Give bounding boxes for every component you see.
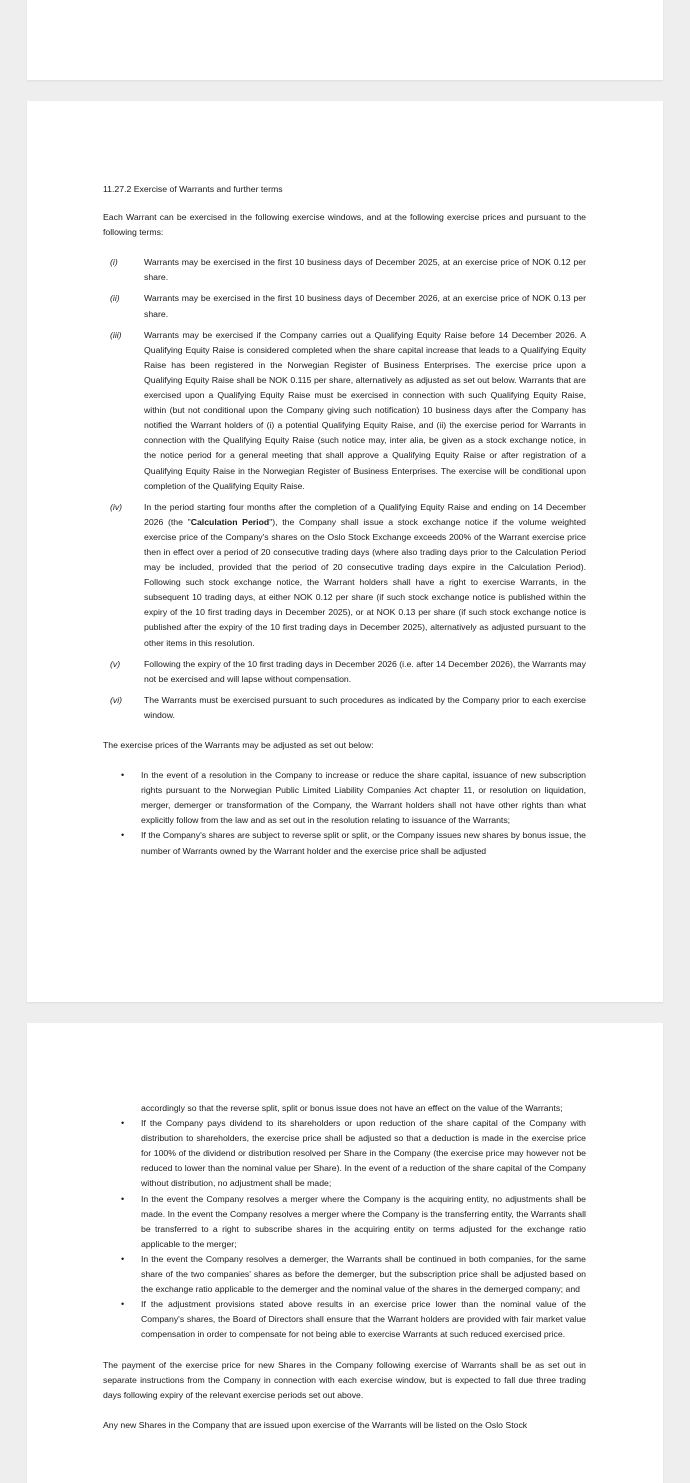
item-label: (ii): [110, 293, 120, 304]
page-3-content: [103, 1101, 586, 1448]
list-item: [103, 328, 586, 494]
bullet-item: [103, 828, 586, 858]
adjustment-intro: The exercise prices of the Warrants may be adjusted as set out below:: [103, 740, 374, 750]
bullet-text: If the Company pays dividend to its shareholders or upon reduction of the share capital of the Company with distribution to shareholders, the exercise price shall be adjusted so that a deduction is made in the exercise price for 100% of the dividend or distribution resolved per Share in the Company (the exercise price may however not be reduced to lower than the nominal value per Share). In the event of a reduction of the share capital of the Company without distribution, no adjustment shall be made;: [141, 1118, 586, 1189]
page-2: [27, 101, 663, 1002]
bullet-continuation: accordingly so that the reverse split, split or bonus issue does not have an effect on the value of the Warrants;: [141, 1103, 563, 1113]
adjustment-bullets: [103, 768, 586, 859]
bullet-item: [103, 1192, 586, 1252]
page-1-bottom: [27, 0, 663, 80]
list-item: [103, 291, 586, 321]
bullet-text: In the event the Company resolves a demerger, the Warrants shall be continued in both companies, for the same share of the two companies' shares as before the demerger, but the subscription price shall be adjusted based on the exchange ratio applicable to the demerger and the nominal value of the shares in the demerged company; and: [141, 1253, 586, 1295]
item-label: (iii): [110, 329, 122, 340]
listing-paragraph: Any new Shares in the Company that are issued upon exercise of the Warrants will be listed on the Oslo Stock: [103, 1419, 528, 1430]
item-label: (vi): [110, 694, 123, 705]
item-label: (i): [110, 257, 118, 268]
bullet-icon: •: [121, 1118, 125, 1129]
page-2-content: [103, 182, 586, 874]
bullet-icon: •: [121, 1253, 125, 1264]
item-text-after: "), the Company shall issue a stock exchange notice if the volume weighted exercise price of the Company's shares on the Oslo Stock Exchange exceeds 200% of the Warrant exercise price then in effect over a period of 20 consecutive trading days (where also trading days prior to the Calculation Period may be included, provided that the period of 20 consecutive trading days expire in the Calculation Period). Following such stock exchange notice, the Warrant holders shall have a right to exercise Warrants, in the subsequent 10 trading days, at either NOK 0.12 per share (if such stock exchange notice is published within the expiry of the 10 first trading days in December 2025), or at NOK 0.13 per share (if such stock exchange notice is published after the expiry of the 10 first trading days in December 2025), alternatively as adjusted pursuant to the other items in this resolution.: [144, 516, 586, 648]
page-3: [27, 1023, 663, 1483]
exercise-windows-list: [103, 255, 586, 723]
item-text: Following the expiry of the 10 first trading days in December 2026 (i.e. after 14 December 2026), the Warrants may not be exercised and will lapse without compensation.: [144, 658, 586, 684]
bullet-item: [103, 768, 586, 828]
list-item: [103, 657, 586, 687]
bullet-text: If the adjustment provisions stated above results in an exercise price lower than the nominal value of the Company's shares, the Board of Directors shall ensure that the Warrant holders are provided with fair market value compensation in order to compensate for not being able to exercise Warrants at such reduced exercised price.: [141, 1299, 586, 1340]
intro-paragraph: Each Warrant can be exercised in the following exercise windows, and at the following exercise prices and pursuant to the following terms:: [103, 212, 586, 238]
list-item: [103, 255, 586, 285]
defined-term: Calculation Period: [190, 516, 270, 527]
bullet-icon: •: [121, 770, 125, 781]
bullet-text: In the event of a resolution in the Company to increase or reduce the share capital, issuance of new subscription rights pursuant to the Norwegian Public Limited Liability Companies Act chapter 11, or resolution on liquidation, merger, demerger or transformation of the Company, the Warrant holders shall not have other rights than what explicitly follow from the law and as set out in the resolution relating to issuance of the Warrants;: [141, 770, 586, 826]
bullet-item: [103, 1297, 586, 1342]
item-text: Warrants may be exercised if the Company carries out a Qualifying Equity Raise before 14 December 2026. A Qualifying Equity Raise is considered completed when the share capital increase that leads to a Qualifying Equity Raise has been registered in the Norwegian Register of Business Enterprises. The exercise price upon a Qualifying Equity Raise shall be NOK 0.115 per share, alternatively as adjusted as set out below. Warrants that are exercised upon a Qualifying Equity Raise must be exercised in connection with such Qualifying Equity Raise, within (but not conditional upon the Company giving such notification) 10 business days after the Company has notified the Warrant holders of (i) a potential Qualifying Equity Raise, and (ii) the exercise period for Warrants in connection with the Qualifying Equity Raise (such notice may, inter alia, be given as a stock exchange notice, in the notice period for a general meeting that shall approve a Qualifying Equity Raise or after registration of a Qualifying Equity Raise in the Norwegian Register of Business Enterprises. The exercise will be conditional upon completion of the Qualifying Equity Raise.: [144, 329, 586, 491]
bullet-icon: •: [121, 1193, 125, 1204]
bullet-text: In the event the Company resolves a merger where the Company is the acquiring entity, no adjustments shall be made. In the event the Company resolves a merger where the Company is the transferring entity, the Warrants shall be transferred to a right to subscribe shares in the acquiring entity on terms adjusted for the exchange ratio applicable to the merger;: [141, 1193, 586, 1249]
bullet-icon: •: [121, 1299, 125, 1310]
item-text: The Warrants must be exercised pursuant to such procedures as indicated by the Company prior to each exercise window.: [144, 694, 586, 720]
item-text: Warrants may be exercised in the first 10 business days of December 2025, at an exercise price of NOK 0.12 per share.: [144, 257, 586, 283]
item-text: Warrants may be exercised in the first 10 business days of December 2026, at an exercise price of NOK 0.13 per share.: [144, 293, 586, 319]
bullet-item: [103, 1252, 586, 1297]
bullet-item: [103, 1116, 586, 1191]
item-label: (iv): [110, 501, 123, 512]
bullet-text: If the Company's shares are subject to reverse split or split, or the Company issues new shares by bonus issue, the number of Warrants owned by the Warrant holder and the exercise price shall be adjusted: [141, 830, 586, 856]
adjustment-bullets-continued: [103, 1101, 586, 1343]
item-text-before: In the period starting four months after the completion of a Qualifying Equity Raise and ending on 14 December 2026 (the ": [144, 501, 586, 527]
section-heading: 11.27.2 Exercise of Warrants and further terms: [103, 184, 283, 194]
item-label: (v): [110, 658, 121, 669]
item-text: [144, 500, 586, 651]
payment-paragraph: The payment of the exercise price for new Shares in the Company following exercise of Warrants shall be as set out in separate instructions from the Company in connection with each exercise window, but is expected to fall due three trading days following expiry of the relevant exercise periods set out above.: [103, 1359, 586, 1400]
list-item: [103, 500, 586, 651]
bullet-icon: •: [121, 830, 125, 841]
list-item: [103, 693, 586, 723]
